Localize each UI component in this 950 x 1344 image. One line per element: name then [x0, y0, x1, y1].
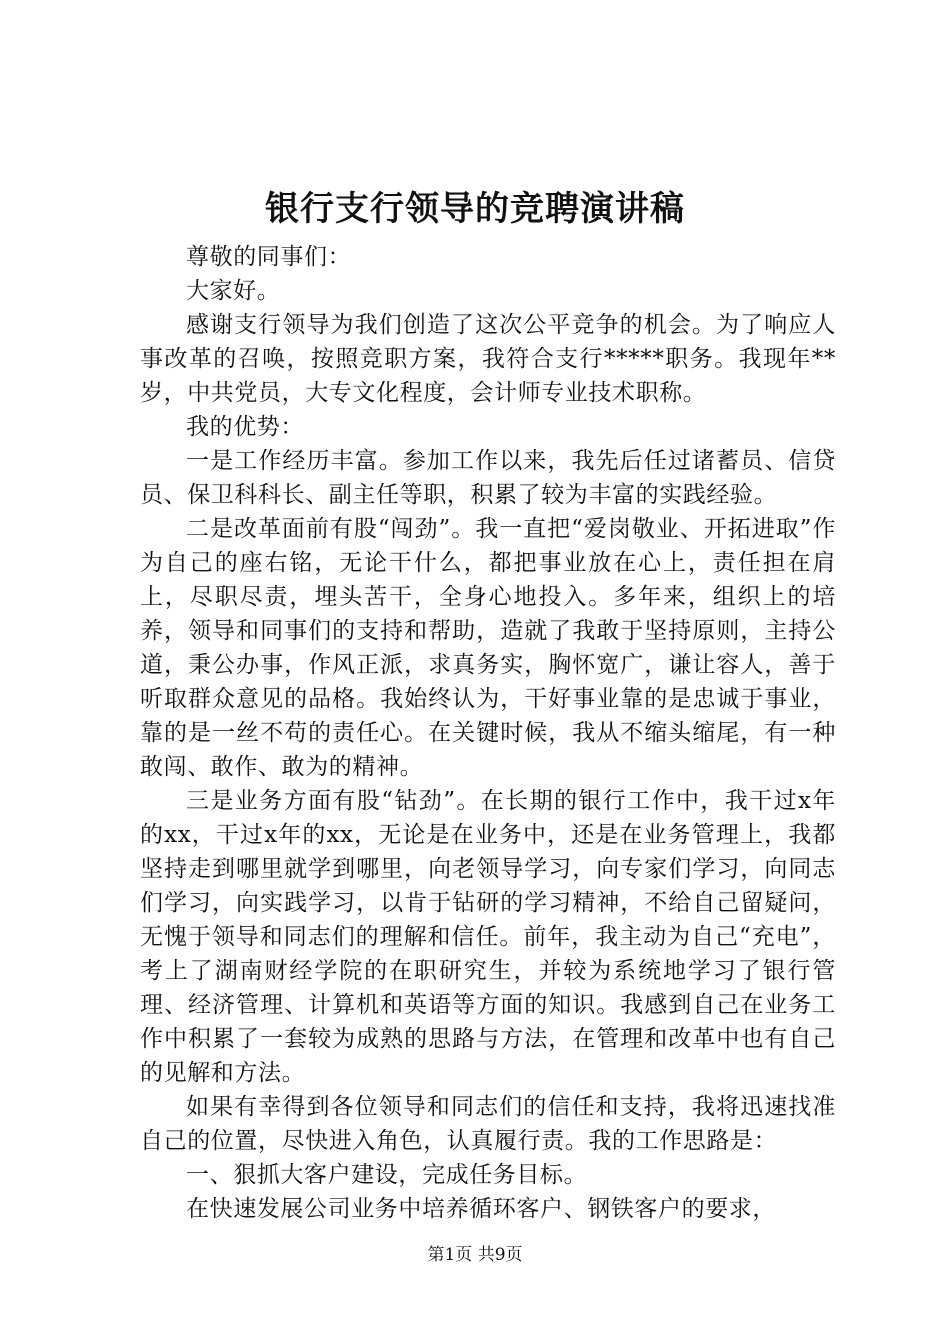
- paragraph-plan-item-one: 一、狠抓大客户建设，完成任务目标。: [186, 1162, 588, 1188]
- page-number-footer: 第1页 共9页: [427, 1245, 523, 1265]
- paragraph-advantages-heading: 我的优势：: [186, 414, 304, 440]
- paragraph-advantage-one: 一是工作经历丰富。参加工作以来，我先后任过诸蓄员、信贷员、保卫科科长、副主任等职，积累了较为丰富的实践经验。: [140, 448, 836, 508]
- document-body: [140, 240, 836, 1226]
- paragraph-work-plan-intro: 如果有幸得到各位领导和同志们的信任和支持，我将迅速找准自己的位置，尽快进入角色，认真履行责。我的工作思路是：: [140, 1094, 836, 1154]
- paragraph-introduction: 感谢支行领导为我们创造了这次公平竞争的机会。为了响应人事改革的召唤，按照竞职方案，我符合支行*****职务。我现年**岁，中共党员，大专文化程度，会计师专业技术职称。: [140, 312, 836, 406]
- document-title: 银行支行领导的竞聘演讲稿: [265, 189, 685, 229]
- paragraph-advantage-three: 三是业务方面有股“钻劲”。在长期的银行工作中，我干过x年的xx，干过x年的xx，无论是在业务中，还是在业务管理上，我都坚持走到哪里就学到哪里，向老领导学习，向专家们学习，向同志们学习，向实践学习，以肯于钻研的学习精神，不给自己留疑问，无愧于领导和同志们的理解和信任。前年，我主动为自己“充电”，考上了湖南财经学院的在职研究生，并较为系统地学习了银行管理、经济管理、计算机和英语等方面的知识。我感到自己在业务工作中积累了一套较为成熟的思路与方法，在管理和改革中也有自己的见解和方法。: [140, 788, 836, 1086]
- paragraph-advantage-two: 二是改革面前有股“闯劲”。我一直把“爱岗敬业、开拓进取”作为自己的座右铭，无论干什么，都把事业放在心上，责任担在肩上，尽职尽责，埋头苦干，全身心地投入。多年来，组织上的培养，领导和同事们的支持和帮助，造就了我敢于坚持原则，主持公道，秉公办事，作风正派，求真务实，胸怀宽广，谦让容人，善于听取群众意见的品格。我始终认为，干好事业靠的是忠诚于事业，靠的是一丝不苟的责任心。在关键时候，我从不缩头缩尾，有一种敢闯、敢作、敢为的精神。: [140, 516, 836, 780]
- paragraph-greeting: 大家好。: [186, 278, 281, 304]
- paragraph-plan-item-one-detail: 在快速发展公司业务中培养循环客户、钢铁客户的要求，: [186, 1196, 776, 1222]
- paragraph-salutation: 尊敬的同事们：: [186, 244, 352, 270]
